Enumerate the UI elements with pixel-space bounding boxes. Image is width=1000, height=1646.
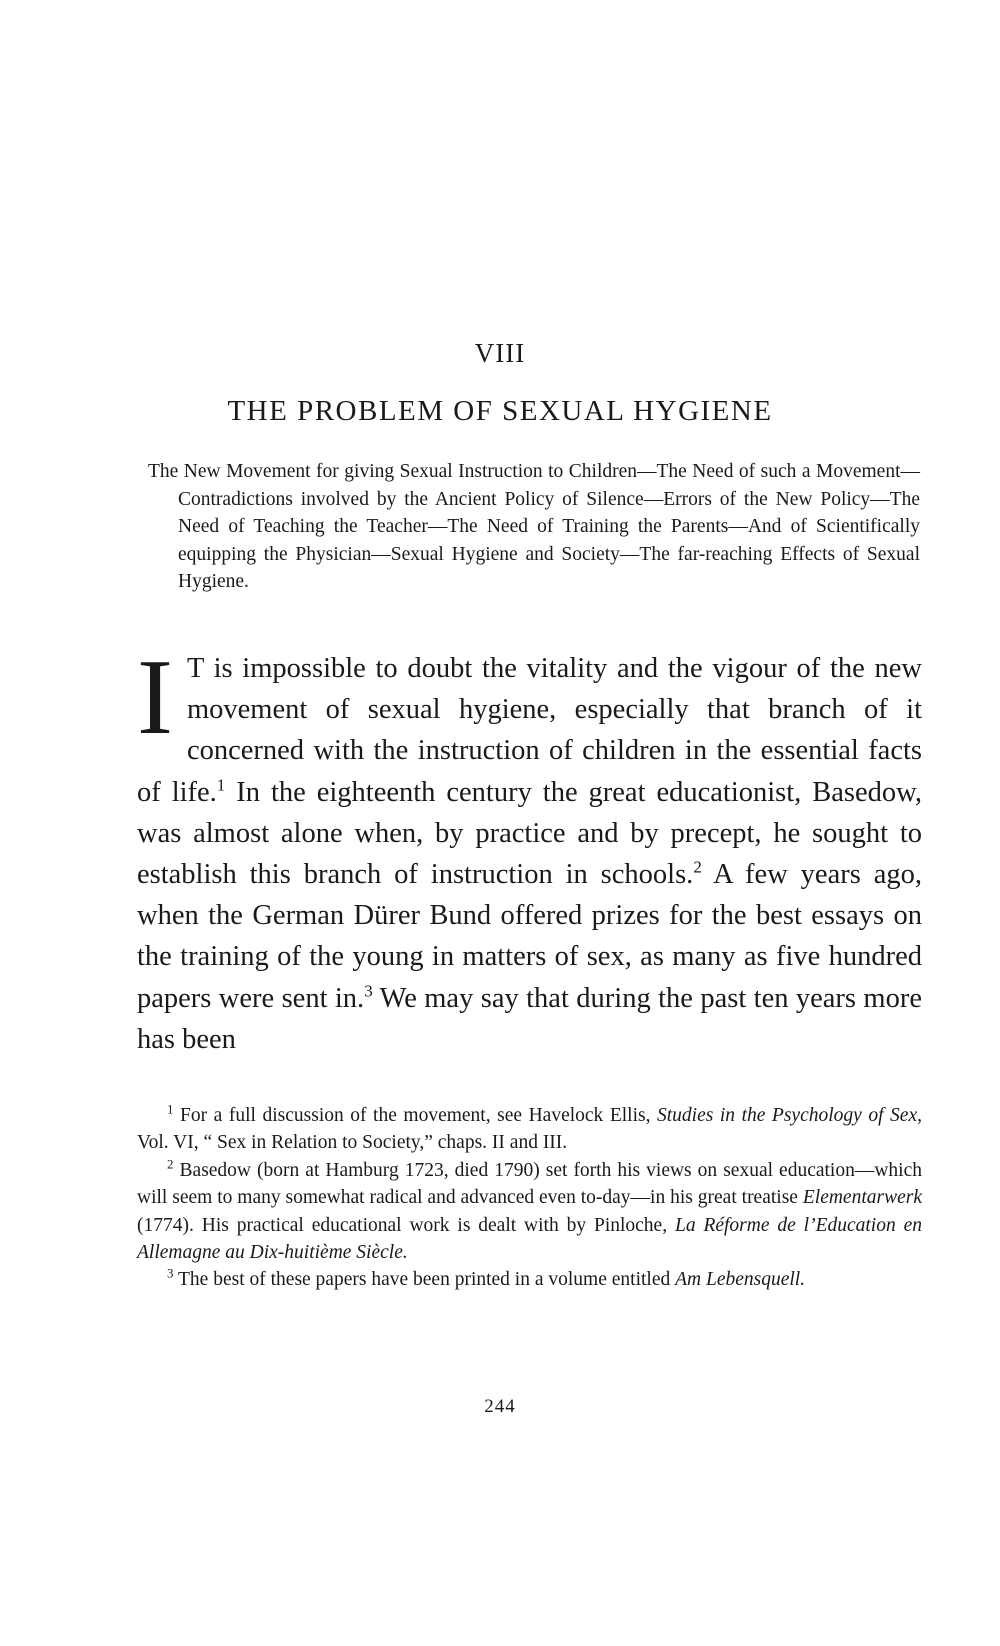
chapter-title: THE PROBLEM OF SEXUAL HYGIENE — [227, 395, 773, 427]
footnote-ref-1: 1 — [216, 775, 226, 795]
footnote-italic: La Réforme de l’Education en Allemagne au Dix-huitième Siècle. — [137, 1214, 923, 1264]
footnote-1 — [137, 1102, 922, 1157]
body-text-part1: T is impossible to doubt the vitality and the vigour of the new movement of sexual hygiene, especially that branch of it concerned with the instruction of children in the essential facts of life. — [137, 653, 922, 808]
footnote-text: Vol. VI, “ Sex in Relation to Society,” chaps. II and III. — [137, 1132, 568, 1154]
footnote-text: The best of these papers have been printed in a volume entitled — [173, 1269, 676, 1291]
footnote-ref-3: 3 — [364, 981, 373, 1001]
drop-cap: I — [137, 638, 173, 757]
footnote-mark: 2 — [167, 1156, 174, 1172]
footnote-3 — [137, 1266, 922, 1293]
page-number: 244 — [484, 1396, 516, 1417]
chapter-synopsis: The New Movement for giving Sexual Instruction to Children—The Need of such a Movement—Contradictions involved by the Ancient Policy of Silence—Errors of the New Policy—The Need of Teaching the Teacher—The Need of Training the Parents—And of Scientifically equipping the Physician—Sexual Hygiene and Society—The far-reaching Effects of Sexual Hygiene. — [148, 461, 920, 593]
footnote-text: Basedow (born at Hamburg 1723, died 1790) set forth his views on sexual education—which will seem to many somewhat radical and advanced even to-day—in his great treatise — [137, 1159, 922, 1209]
footnote-mark: 1 — [167, 1101, 174, 1117]
body-text-part4: We may say that during the past ten years more has been — [137, 982, 922, 1055]
footnote-text: For a full discussion of the movement, see Havelock Ellis, — [173, 1105, 657, 1126]
body-text-part2: In the eighteenth century the great educationist, Basedow, was almost alone when, by practice and by precept, he sought to establish this branch of instruction in schools. — [137, 776, 922, 891]
footnote-mark: 3 — [167, 1265, 174, 1281]
body-text-part3: A few years ago, when the German Dürer Bund offered prizes for the best essays on the training of the young in matters of sex, as many as five hundred papers were sent in. — [137, 859, 922, 1014]
body-paragraph — [137, 638, 922, 1060]
footnote-italic: Studies in the Psychology of Sex, — [657, 1105, 922, 1126]
footnote-text: (1774). His practical educational work is dealt with by Pinloche, — [137, 1214, 675, 1236]
footnotes — [137, 1102, 922, 1294]
footnote-2 — [137, 1157, 922, 1267]
footnote-ref-2: 2 — [693, 857, 702, 877]
footnote-italic: Elementarwerk — [802, 1187, 922, 1209]
footnote-italic: Am Lebensquell. — [675, 1269, 806, 1291]
chapter-number: VIII — [474, 338, 526, 368]
